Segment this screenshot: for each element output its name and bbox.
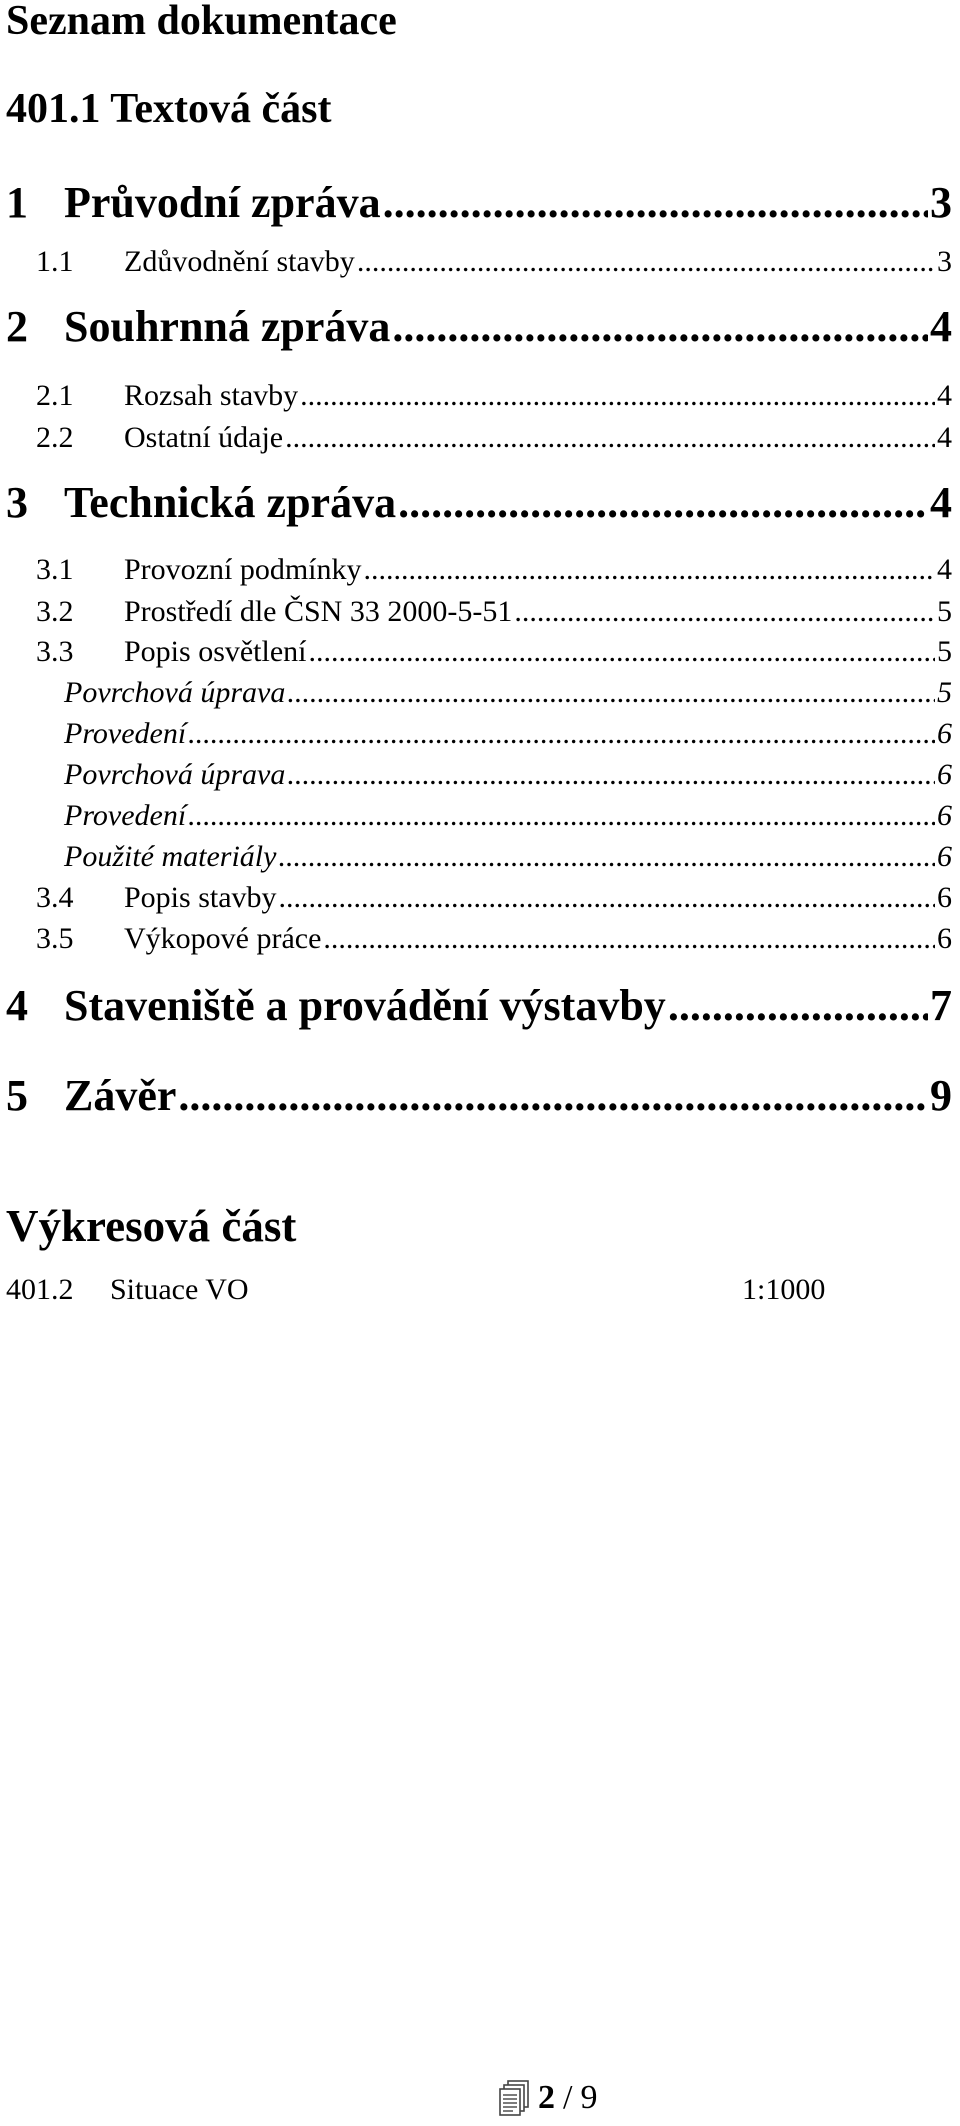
toc-page: 6 xyxy=(937,799,952,832)
toc-number: 3.5 xyxy=(36,922,74,955)
toc-number: 4 xyxy=(6,981,28,1030)
toc-entry xyxy=(6,755,952,795)
toc-page: 9 xyxy=(930,1071,952,1120)
toc-number: 1 xyxy=(6,178,28,227)
toc-label: Provedení xyxy=(64,717,187,750)
toc-page: 7 xyxy=(930,981,952,1030)
drawing-scale: 1:1000 xyxy=(742,1273,826,1306)
toc-entry xyxy=(6,919,952,959)
toc-label: Závěr xyxy=(64,1071,177,1120)
toc-leader xyxy=(309,632,935,672)
toc-label: Použité materiály xyxy=(64,840,277,873)
toc-leader xyxy=(357,242,935,282)
toc-label: Provedení xyxy=(64,799,187,832)
toc-number: 2 xyxy=(6,302,28,351)
toc-leader xyxy=(383,178,928,228)
toc-number: 3.4 xyxy=(36,881,74,914)
page-number-footer xyxy=(498,2078,597,2118)
toc-leader xyxy=(323,919,935,959)
toc-page: 5 xyxy=(937,635,952,668)
text-part-heading: 401.1 Textová část xyxy=(6,86,332,132)
toc-number: 5 xyxy=(6,1071,28,1120)
toc-page: 6 xyxy=(937,758,952,791)
pages-icon xyxy=(498,2079,532,2117)
toc-leader xyxy=(188,714,935,754)
toc-leader xyxy=(364,550,936,590)
toc-leader xyxy=(285,418,935,458)
toc-label: Zdůvodnění stavby xyxy=(124,245,355,278)
toc-leader xyxy=(178,1071,928,1121)
current-page-number: 2 xyxy=(538,2079,555,2116)
toc-leader xyxy=(278,837,935,877)
toc-entry xyxy=(6,242,952,282)
toc-leader xyxy=(398,478,928,528)
total-pages: 9 xyxy=(580,2079,598,2116)
toc-leader xyxy=(279,878,935,918)
toc-page: 4 xyxy=(937,553,952,586)
toc-number: 2.2 xyxy=(36,421,74,454)
toc-entry xyxy=(6,673,952,713)
toc-entry xyxy=(6,1071,952,1121)
toc-leader xyxy=(514,592,935,632)
toc-number: 3.2 xyxy=(36,595,74,628)
toc-number: 3 xyxy=(6,478,28,527)
toc-page: 4 xyxy=(930,302,952,351)
page-separator: / xyxy=(563,2079,573,2116)
toc-label: Technická zpráva xyxy=(64,478,397,527)
toc-label: Ostatní údaje xyxy=(124,421,284,454)
toc-page: 3 xyxy=(930,178,952,227)
toc-entry xyxy=(6,178,952,228)
document-title: Seznam dokumentace xyxy=(6,0,397,44)
toc-page: 6 xyxy=(937,881,952,914)
toc-leader xyxy=(300,376,935,416)
toc-leader xyxy=(392,302,928,352)
toc-leader xyxy=(188,796,935,836)
toc-page: 5 xyxy=(937,595,952,628)
toc-entry xyxy=(6,632,952,672)
toc-label: Prostředí dle ČSN 33 2000-5-51 xyxy=(124,595,513,628)
toc-page: 4 xyxy=(930,478,952,527)
toc-label: Provozní podmínky xyxy=(124,553,362,586)
toc-label: Výkopové práce xyxy=(124,922,322,955)
drawings-heading: Výkresová část xyxy=(6,1201,297,1251)
drawing-name: Situace VO xyxy=(110,1273,249,1306)
toc-label: Souhrnná zpráva xyxy=(64,302,391,351)
toc-number: 3.3 xyxy=(36,635,74,668)
toc-entry xyxy=(6,478,952,528)
toc-leader xyxy=(287,755,935,795)
toc-page: 6 xyxy=(937,922,952,955)
toc-entry xyxy=(6,878,952,918)
toc-leader xyxy=(287,673,935,713)
toc-page: 4 xyxy=(937,379,952,412)
toc-entry xyxy=(6,418,952,458)
toc-number: 2.1 xyxy=(36,379,74,412)
toc-label: Průvodní zpráva xyxy=(64,178,381,227)
toc-entry xyxy=(6,714,952,754)
toc-label: Povrchová úprava xyxy=(64,758,286,791)
toc-entry xyxy=(6,796,952,836)
drawing-code: 401.2 xyxy=(6,1273,74,1306)
toc-page: 3 xyxy=(937,245,952,278)
toc-entry xyxy=(6,981,952,1031)
toc-number: 1.1 xyxy=(36,245,74,278)
toc-page: 6 xyxy=(937,840,952,873)
toc-number: 3.1 xyxy=(36,553,74,586)
toc-page: 6 xyxy=(937,717,952,750)
toc-leader xyxy=(668,981,928,1031)
toc-page: 4 xyxy=(937,421,952,454)
toc-entry xyxy=(6,376,952,416)
toc-label: Staveniště a provádění výstavby xyxy=(64,981,666,1030)
toc-entry xyxy=(6,592,952,632)
toc-entry xyxy=(6,302,952,352)
toc-label: Rozsah stavby xyxy=(124,379,299,412)
toc-page: 5 xyxy=(937,676,952,709)
toc-label: Povrchová úprava xyxy=(64,676,286,709)
toc-entry xyxy=(6,550,952,590)
toc-label: Popis osvětlení xyxy=(124,635,307,668)
toc-label: Popis stavby xyxy=(124,881,277,914)
toc-entry xyxy=(6,837,952,877)
